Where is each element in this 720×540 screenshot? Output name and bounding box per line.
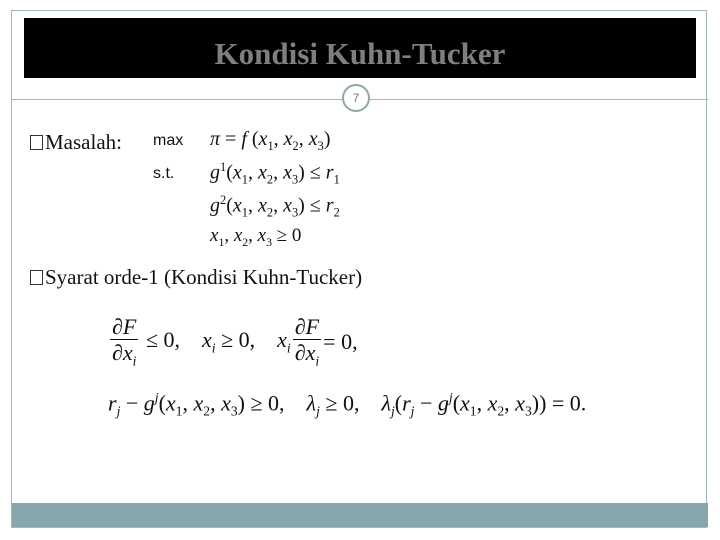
bullet-box-icon [30,135,43,150]
bullet-syarat [30,265,362,290]
st-label: s.t. [153,165,175,182]
slide-title: Kondisi Kuhn-Tucker [214,36,506,71]
bullet-label: Masalah: [45,130,122,154]
partial-f-over-partial-xi: $\frac{\partial F}{\partial x_i}$ [112,314,137,369]
max-label: max [153,132,184,149]
footer-bar [12,503,708,527]
constraint-1: $g^1(x_1$, $x_2$, $x_3) \le r_1$ [210,160,340,187]
nonnegativity-constraint: $x_1$, $x_2$, $x_3 \ge 0$ [210,225,302,249]
page-number-badge [342,84,370,112]
kkt-condition-x: $\frac{\partial F}{\partial x_i}$ ≤ 0, $x_i \ge 0$, $x_i$ $\frac{\partial F}{\partial x_i}$ = 0, [112,314,358,369]
title-bar [24,18,696,78]
bullet-masalah [30,130,122,155]
bullet-box-icon [30,270,43,285]
kkt-condition-lambda: $r_j - g^j(x_1$, $x_2$, $x_3) \ge 0$, $\lambda_j \ge 0$, $\lambda_j(r_j - g^j(x_1$, $x_2$, $x_3)) = 0$. [108,390,587,419]
constraint-2: $g^2(x_1$, $x_2$, $x_3) \le r_2$ [210,193,340,220]
partial-f-over-partial-xi: $\frac{\partial F}{\partial x_i}$ [294,314,320,369]
objective-function: π = f ($x_1$, $x_2$, $x_3$) [210,128,331,153]
bullet-label: Syarat orde-1 (Kondisi Kuhn-Tucker) [45,265,363,289]
page-number: 7 [352,91,360,105]
